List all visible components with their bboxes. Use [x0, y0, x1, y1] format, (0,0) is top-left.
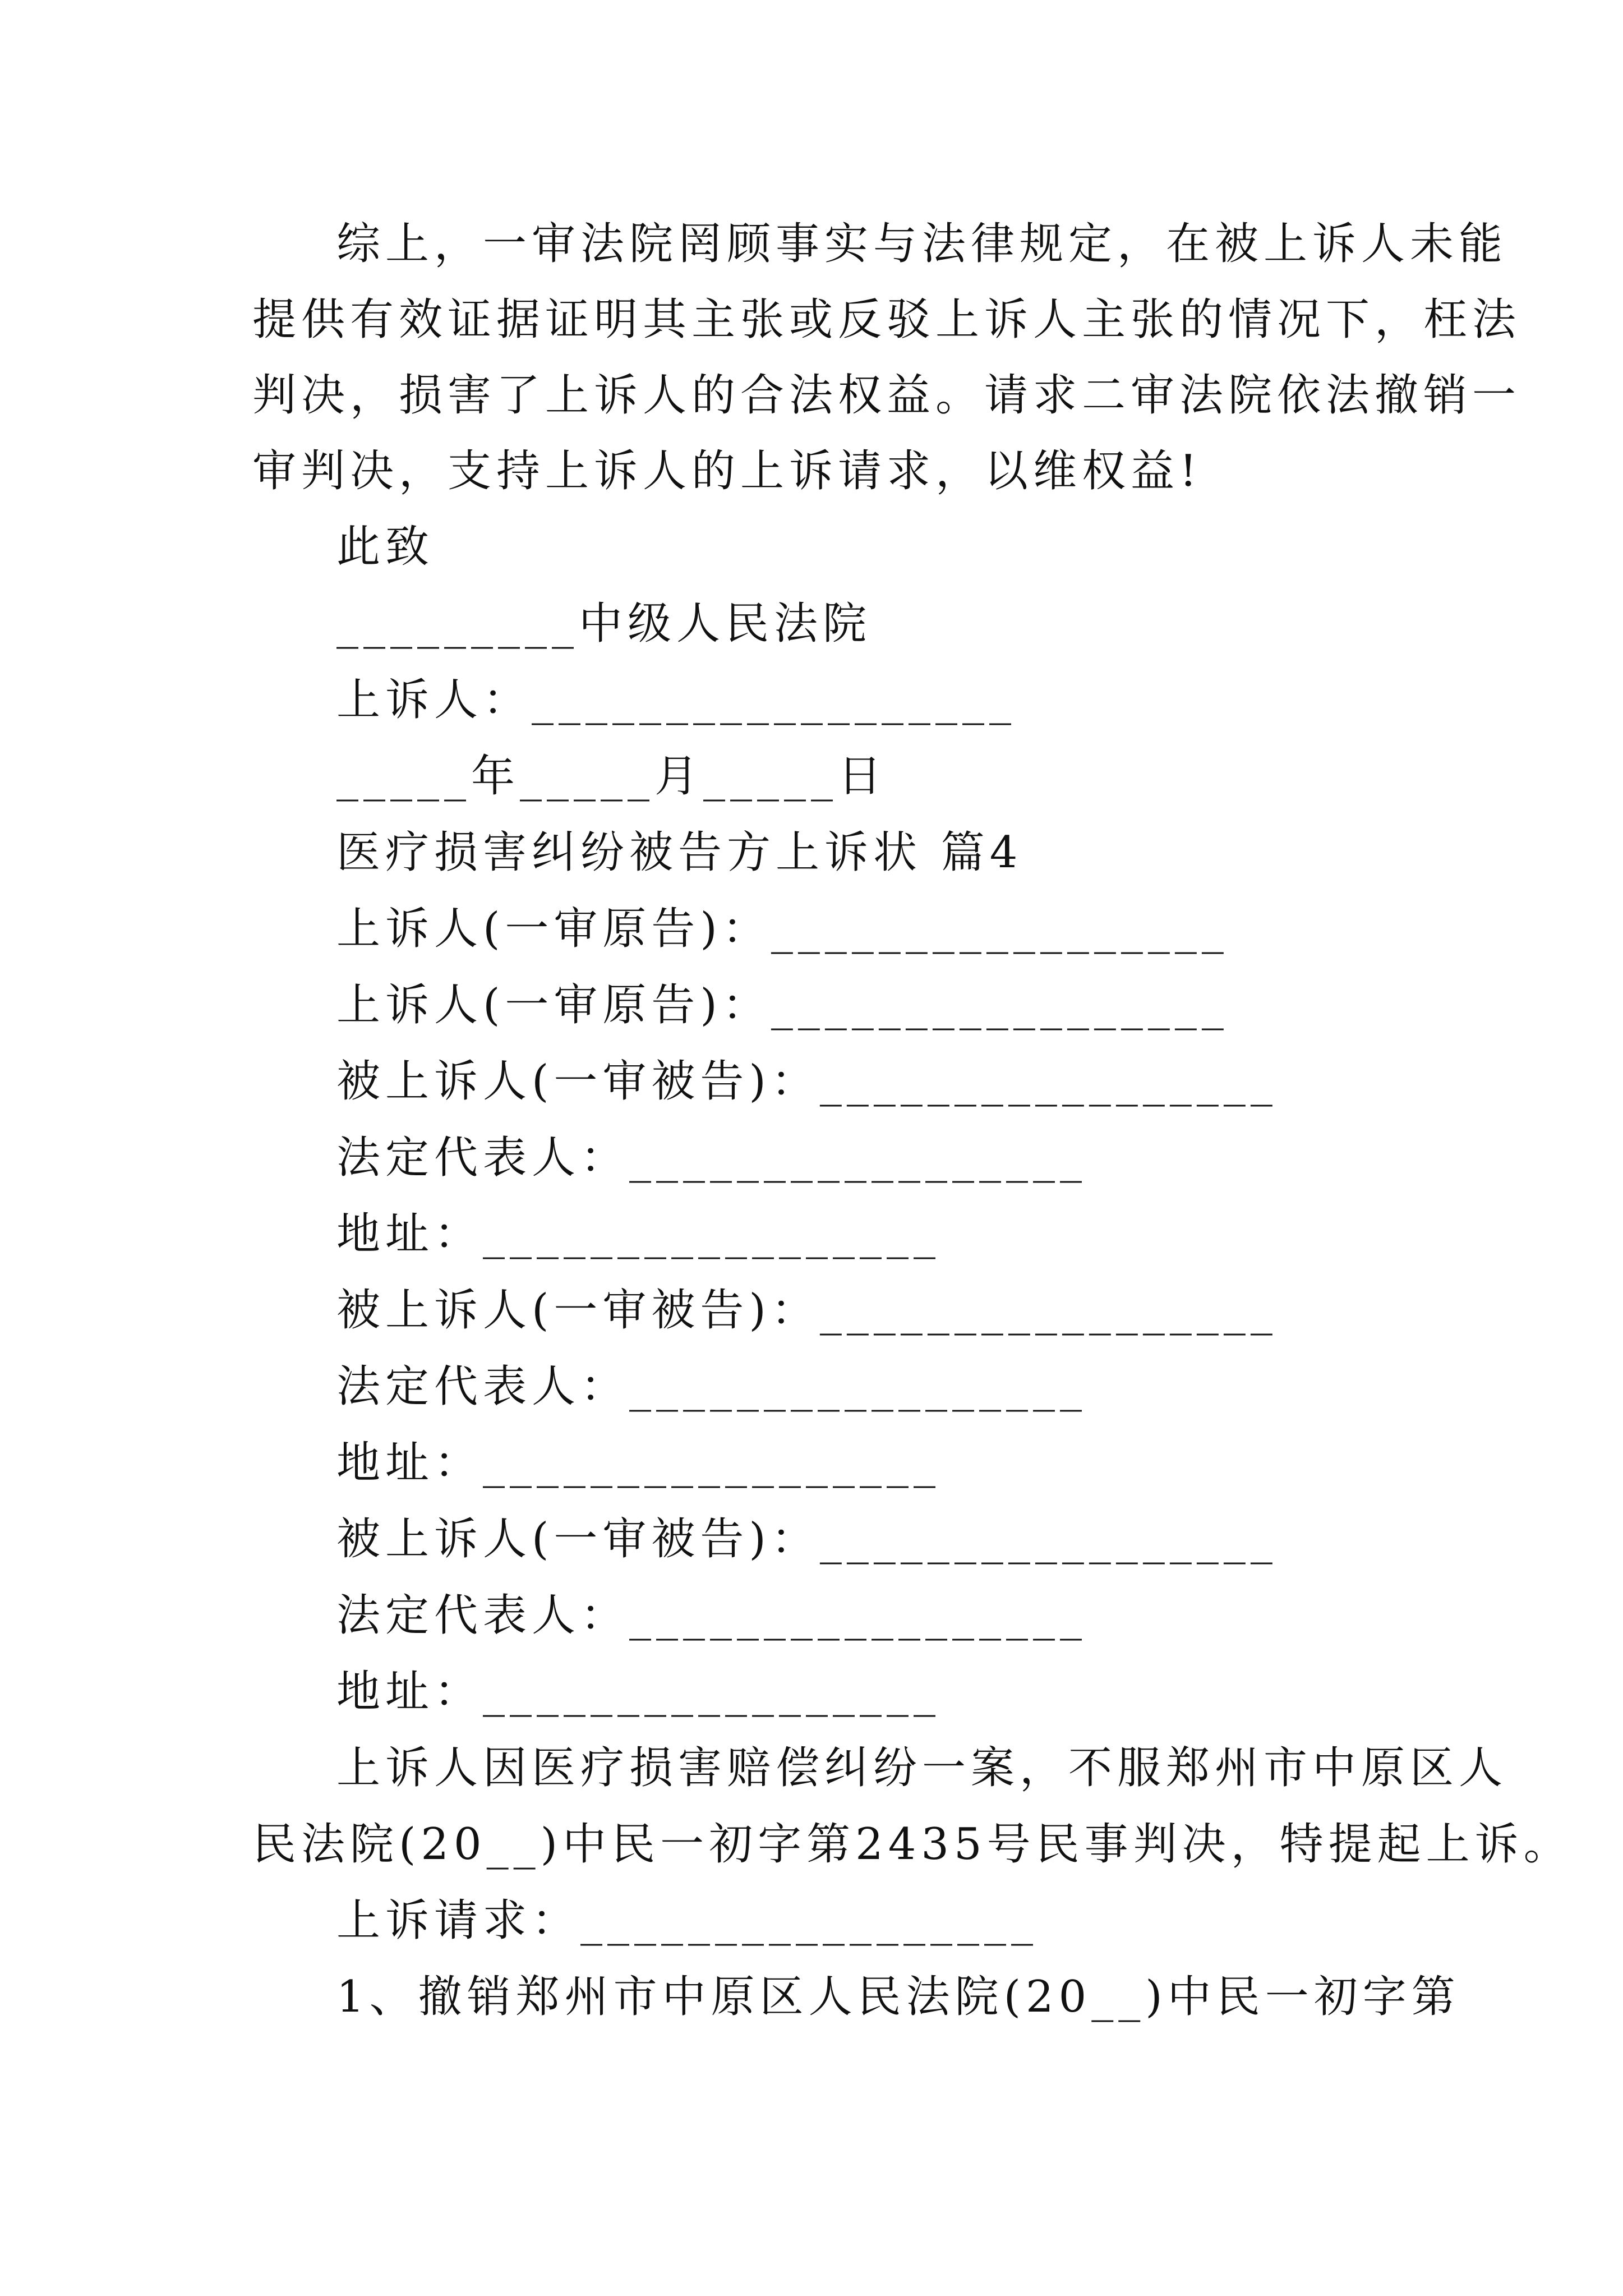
form-field-line: 地址：_________________ — [336, 1667, 941, 1717]
court-line: _________中级人民法院 — [336, 599, 872, 649]
paragraph-line: 民法院(20__)中民一初字第2435号民事判决，特提起上诉。 — [252, 1819, 1573, 1870]
form-field-line: 被上诉人(一审被告)：_________________ — [336, 1514, 1278, 1565]
appellant-signature-line: 上诉人：__________________ — [336, 675, 1017, 725]
form-field-line: 被上诉人(一审被告)：_________________ — [336, 1285, 1278, 1336]
paragraph-line: 综上，一审法院罔顾事实与法律规定，在被上诉人未能 — [336, 219, 1508, 269]
form-field-line: 法定代表人：_________________ — [336, 1133, 1087, 1183]
date-line: _____年_____月_____日 — [336, 751, 887, 802]
paragraph-line: 审判决，支持上诉人的上诉请求，以维权益! — [252, 446, 1202, 496]
salutation: 此致 — [336, 522, 435, 572]
paragraph-line: 判决，损害了上诉人的合法权益。请求二审法院依法撤销一 — [252, 370, 1521, 421]
paragraph-line: 提供有效证据证明其主张或反驳上诉人主张的情况下，枉法 — [252, 295, 1521, 345]
section-heading: 医疗损害纠纷被告方上诉状 篇4 — [336, 827, 1023, 878]
form-field-line: 上诉人(一审原告)：_________________ — [336, 980, 1229, 1030]
form-field-line: 上诉请求：_________________ — [336, 1895, 1039, 1946]
paragraph-line: 1、撤销郑州市中原区人民法院(20__)中民一初字第 — [336, 1972, 1460, 2022]
form-field-line: 被上诉人(一审被告)：_________________ — [336, 1056, 1278, 1107]
form-field-line: 上诉人(一审原告)：_________________ — [336, 904, 1229, 954]
form-field-line: 地址：_________________ — [336, 1438, 941, 1488]
paragraph-line: 上诉人因医疗损害赔偿纠纷一案，不服郑州市中原区人 — [336, 1743, 1508, 1793]
form-field-line: 法定代表人：_________________ — [336, 1361, 1087, 1412]
form-field-line: 地址：_________________ — [336, 1209, 941, 1259]
form-field-line: 法定代表人：_________________ — [336, 1590, 1087, 1641]
